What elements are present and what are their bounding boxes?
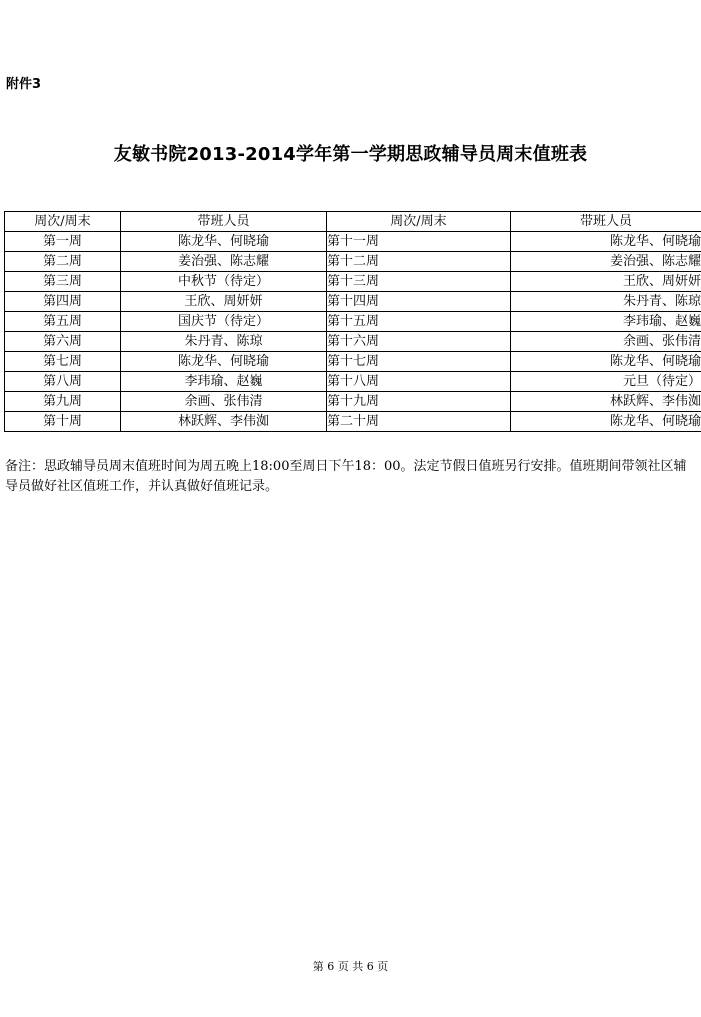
remarks-note: 备注：思政辅导员周末值班时间为周五晚上18:00至周日下午18：00。法定节假日值班另行安排。值班期间带领社区辅导员做好社区值班工作，并认真做好值班记录。	[5, 459, 687, 494]
staff-left-cell: 陈龙华、何晓瑜	[121, 232, 327, 252]
week-left-cell: 第一周	[5, 232, 121, 252]
week-right-cell: 第十八周	[327, 372, 511, 392]
staff-right-cell: 陈龙华、何晓瑜	[511, 352, 701, 372]
table-row	[5, 272, 701, 292]
table-row	[5, 232, 701, 252]
staff-left-cell: 余画、张伟清	[121, 392, 327, 412]
table-row	[5, 412, 701, 432]
header-week-left: 周次/周末	[5, 212, 121, 232]
page-title: 友敏书院2013-2014学年第一学期思政辅导员周末值班表	[113, 144, 588, 165]
week-right-cell: 第十三周	[327, 272, 511, 292]
staff-right-cell: 李玮瑜、赵巍	[511, 312, 701, 332]
table-row	[5, 392, 701, 412]
header-staff-left: 带班人员	[121, 212, 327, 232]
staff-left-cell: 中秋节（待定）	[121, 272, 327, 292]
week-left-cell: 第五周	[5, 312, 121, 332]
attachment-label: 附件3	[6, 77, 42, 92]
staff-right-cell: 元旦（待定）	[511, 372, 701, 392]
staff-right-cell: 陈龙华、何晓瑜	[511, 412, 701, 432]
staff-left-cell: 朱丹青、陈琼	[121, 332, 327, 352]
table-row	[5, 332, 701, 352]
table-header-row	[5, 212, 701, 232]
table-row	[5, 352, 701, 372]
staff-left-cell: 王欣、周妍妍	[121, 292, 327, 312]
week-right-cell: 第十四周	[327, 292, 511, 312]
table-row	[5, 312, 701, 332]
week-left-cell: 第二周	[5, 252, 121, 272]
week-right-cell: 第十九周	[327, 392, 511, 412]
week-left-cell: 第四周	[5, 292, 121, 312]
table-row	[5, 252, 701, 272]
week-left-cell: 第六周	[5, 332, 121, 352]
staff-left-cell: 李玮瑜、赵巍	[121, 372, 327, 392]
duty-schedule-table	[4, 211, 701, 432]
staff-right-cell: 姜治强、陈志耀	[511, 252, 701, 272]
staff-right-cell: 朱丹青、陈琼	[511, 292, 701, 312]
week-left-cell: 第八周	[5, 372, 121, 392]
staff-right-cell: 余画、张伟清	[511, 332, 701, 352]
table-row	[5, 372, 701, 392]
staff-left-cell: 陈龙华、何晓瑜	[121, 352, 327, 372]
table-row	[5, 292, 701, 312]
week-left-cell: 第三周	[5, 272, 121, 292]
week-left-cell: 第九周	[5, 392, 121, 412]
staff-left-cell: 林跃辉、李伟洳	[121, 412, 327, 432]
week-left-cell: 第七周	[5, 352, 121, 372]
week-right-cell: 第十二周	[327, 252, 511, 272]
week-right-cell: 第十五周	[327, 312, 511, 332]
staff-right-cell: 王欣、周妍妍	[511, 272, 701, 292]
staff-left-cell: 姜治强、陈志耀	[121, 252, 327, 272]
header-staff-right: 带班人员	[511, 212, 701, 232]
week-left-cell: 第十周	[5, 412, 121, 432]
staff-right-cell: 林跃辉、李伟洳	[511, 392, 701, 412]
staff-left-cell: 国庆节（待定）	[121, 312, 327, 332]
staff-right-cell: 陈龙华、何晓瑜	[511, 232, 701, 252]
week-right-cell: 第十七周	[327, 352, 511, 372]
week-right-cell: 第十六周	[327, 332, 511, 352]
page-number-footer: 第 6 页 共 6 页	[312, 960, 389, 973]
header-week-right: 周次/周末	[327, 212, 511, 232]
week-right-cell: 第二十周	[327, 412, 511, 432]
week-right-cell: 第十一周	[327, 232, 511, 252]
